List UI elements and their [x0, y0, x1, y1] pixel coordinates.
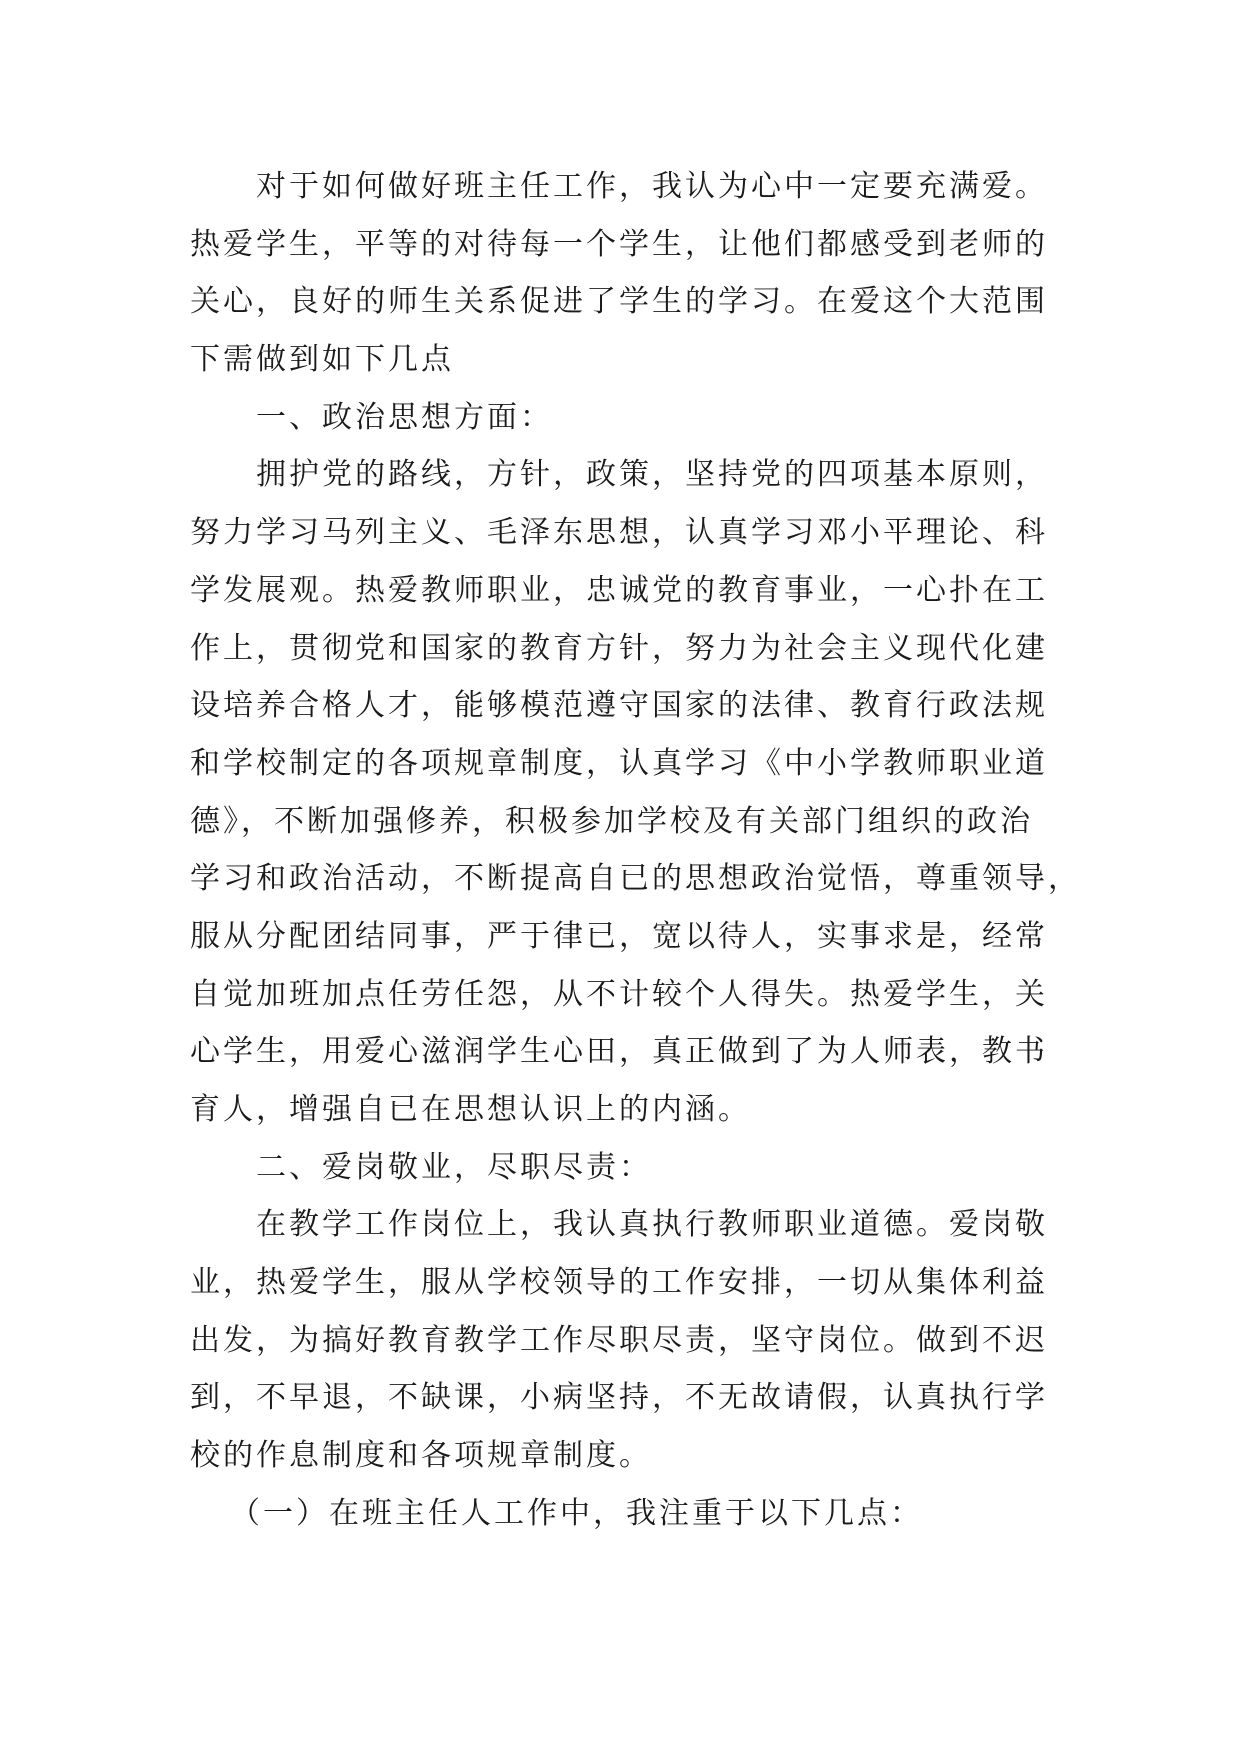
document-body: [190, 158, 1081, 1543]
text-line: 设培养合格人才，能够模范遵守国家的法律、教育行政法规: [190, 688, 1048, 724]
text-line: 出发，为搞好教育教学工作尽职尽责，坚守岗位。做到不迟: [190, 1322, 1048, 1358]
text-line: 德》，不断加强修养，积极参加学校及有关部门组织的政治: [190, 803, 1033, 839]
text-line: 在教学工作岗位上，我认真执行教师职业道德。爱岗敬: [256, 1207, 1048, 1243]
text-line: 心学生，用爱心滋润学生心田，真正做到了为人师表，教书: [190, 1034, 1048, 1070]
text-line: 下需做到如下几点: [190, 342, 454, 378]
section-heading: 一、政治思想方面：: [256, 399, 553, 435]
text-line: 关心，良好的师生关系促进了学生的学习。在爱这个大范围: [190, 284, 1048, 320]
text-line: 服从分配团结同事，严于律已，宽以待人，实事求是，经常: [190, 918, 1048, 954]
text-line: 努力学习马列主义、毛泽东思想，认真学习邓小平理论、科: [190, 515, 1048, 551]
text-line: 校的作息制度和各项规章制度。: [190, 1438, 652, 1474]
text-line: 学习和政治活动，不断提高自已的思想政治觉悟，尊重领导，: [190, 861, 1081, 897]
text-line: 和学校制定的各项规章制度，认真学习《中小学教师职业道: [190, 745, 1048, 781]
text-line: 拥护党的路线，方针，政策，坚持党的四项基本原则，: [256, 457, 1048, 493]
text-line: 作上，贯彻党和国家的教育方针，努力为社会主义现代化建: [190, 630, 1048, 666]
text-line: 对于如何做好班主任工作，我认为心中一定要充满爱。: [256, 169, 1048, 204]
text-line: 到，不早退，不缺课，小病坚持，不无故请假，认真执行学: [190, 1380, 1048, 1416]
text-line: 热爱学生，平等的对待每一个学生，让他们都感受到老师的: [190, 226, 1048, 262]
text-line: 业，热爱学生，服从学校领导的工作安排，一切从集体利益: [190, 1265, 1048, 1301]
text-line: 学发展观。热爱教师职业，忠诚党的教育事业，一心扑在工: [190, 572, 1048, 608]
section-heading: 二、爱岗敬业，尽职尽责：: [256, 1149, 652, 1185]
subsection-heading: （一）在班主任人工作中，我注重于以下几点：: [230, 1495, 923, 1531]
text-line: 自觉加班加点任劳任怨，从不计较个人得失。热爱学生，关: [190, 976, 1048, 1012]
text-line: 育人，增强自已在思想认识上的内涵。: [190, 1092, 751, 1127]
